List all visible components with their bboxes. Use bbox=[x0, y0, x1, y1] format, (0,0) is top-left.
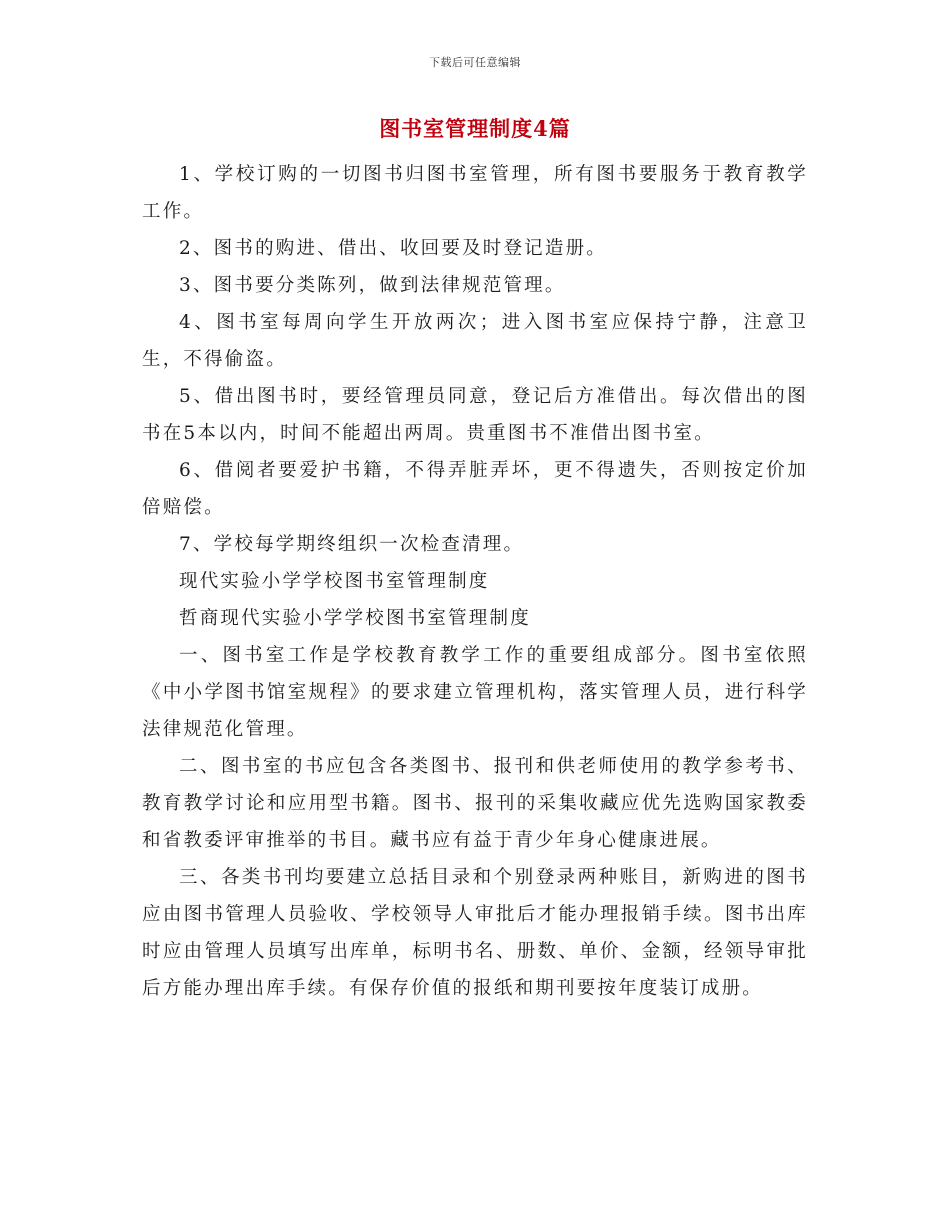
paragraph-article-3: 三、各类书刊均要建立总括目录和个别登录两种账目，新购进的图书应由图书管理人员验收、学校领导人审批后才能办理报销手续。图书出库时应由管理人员填写出库单，标明书名、册数、单价、金额，经领导审批后方能办理出库手续。有保存价值的报纸和期刊要按年度装订成册。 bbox=[142, 867, 808, 999]
paragraph-article-1: 一、图书室工作是学校教育教学工作的重要组成部分。图书室依照《中小学图书馆室规程》的要求建立管理机构，落实管理人员，进行科学法律规范化管理。 bbox=[142, 645, 808, 740]
paragraph-rule-4: 4、图书室每周向学生开放两次；进入图书室应保持宁静，注意卫生，不得偷盗。 bbox=[142, 312, 808, 370]
paragraph-article-2: 二、图书室的书应包含各类图书、报刊和供老师使用的教学参考书、教育教学讨论和应用型书籍。图书、报刊的采集收藏应优先选购国家教委和省教委评审推举的书目。藏书应有益于青少年身心健康进展。 bbox=[142, 756, 808, 851]
paragraph-rule-5: 5、借出图书时，要经管理员同意，登记后方准借出。每次借出的图书在5本以内，时间不能超出两周。贵重图书不准借出图书室。 bbox=[142, 386, 808, 444]
paragraph-rule-7: 7、学校每学期终组织一次检查清理。 bbox=[179, 534, 525, 555]
section-heading-zheshang: 哲商现代实验小学学校图书室管理制度 bbox=[179, 608, 531, 629]
paragraph-rule-6: 6、借阅者要爱护书籍，不得弄脏弄坏，更不得遗失，否则按定价加倍赔偿。 bbox=[142, 460, 808, 518]
paragraph-rule-2: 2、图书的购进、借出、收回要及时登记造册。 bbox=[179, 238, 607, 259]
paragraph-rule-3: 3、图书要分类陈列，做到法律规范管理。 bbox=[179, 275, 566, 296]
document-body bbox=[142, 156, 808, 1007]
document-title: 图书室管理制度4篇 bbox=[379, 116, 571, 141]
paragraph-rule-1: 1、学校订购的一切图书归图书室管理，所有图书要服务于教育教学工作。 bbox=[142, 164, 808, 222]
section-heading-school: 现代实验小学学校图书室管理制度 bbox=[179, 571, 490, 592]
header-note: 下载后可任意编辑 bbox=[429, 56, 521, 69]
